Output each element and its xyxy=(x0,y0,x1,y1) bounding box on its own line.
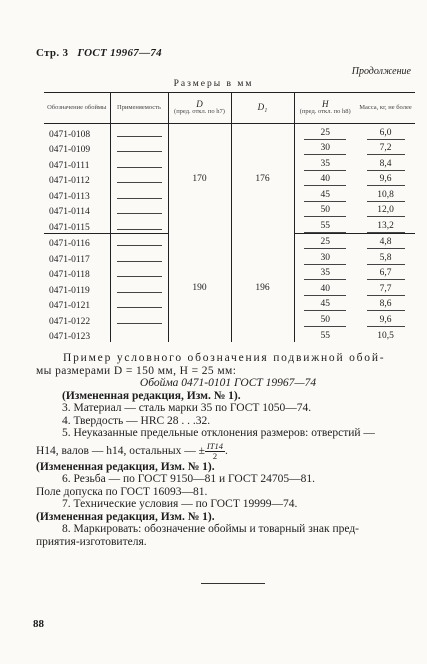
cell-h: 40 xyxy=(294,171,356,187)
cell-h: 30 xyxy=(294,140,356,156)
cell-usage xyxy=(110,249,168,265)
item-3: 3. Материал — сталь марки 35 по ГОСТ 1050—74. xyxy=(62,402,312,414)
cell-mass: 5,8 xyxy=(356,249,415,265)
item-5-line-1: 5. Неуказанные предельные отклонения размеров: отверстий — xyxy=(62,427,375,439)
cell-usage xyxy=(110,140,168,156)
cell-code: 0471-0108 xyxy=(49,129,91,140)
item-5-line-2: H14, валов — h14, остальных — ± $\frac{IT14}{2}$ . xyxy=(36,440,228,461)
cell-code: 0471-0113 xyxy=(49,191,90,202)
item-6-line-2: Поле допуска по ГОСТ 16093—81. xyxy=(36,485,208,498)
col-header-code: Обозначение обоймы xyxy=(44,93,110,124)
cell-h: 35 xyxy=(294,265,356,281)
cell-mass: 8,4 xyxy=(356,155,415,171)
continuation-label: Продолжение xyxy=(351,66,411,77)
col-header-d1: D₁ xyxy=(231,93,294,124)
item-6-line-1: 6. Резьба — по ГОСТ 9150—81 и ГОСТ 24705—81. xyxy=(62,473,316,485)
cell-usage xyxy=(110,155,168,171)
cell-mass: 6,7 xyxy=(356,265,415,281)
page-number: 88 xyxy=(33,618,44,630)
cell-code: 0471-0118 xyxy=(49,270,90,280)
cell-usage xyxy=(110,186,168,202)
cell-usage xyxy=(110,217,168,233)
table-body xyxy=(44,124,415,343)
cell-usage xyxy=(110,265,168,281)
cell-code: 0471-0115 xyxy=(44,217,110,233)
cell-h: 30 xyxy=(294,249,356,265)
item-8-line-2: приятия-изготовителя. xyxy=(36,535,147,548)
cell-code: 0471-0122 xyxy=(49,316,91,327)
cell-d1: 196 xyxy=(231,233,294,342)
cell-usage xyxy=(110,280,168,296)
cell-mass: 6,0 xyxy=(356,124,415,140)
cell-h: 45 xyxy=(294,296,356,312)
cell-h: 50 xyxy=(294,202,356,218)
cell-mass: 4,8 xyxy=(356,233,415,249)
dimensions-table xyxy=(44,92,415,342)
cell-usage xyxy=(110,202,168,218)
col-header-d: D (пред. откл. по h7) xyxy=(168,93,231,124)
cell-mass: 10,5 xyxy=(377,331,394,341)
cell-h: 50 xyxy=(294,311,356,327)
table-header-row xyxy=(44,93,415,124)
standard-number: ГОСТ 19967—74 xyxy=(77,47,162,59)
page-label: Стр. 3 xyxy=(36,47,69,59)
cell-code: 0471-0117 xyxy=(49,254,90,265)
cell-code: 0471-0121 xyxy=(49,301,91,311)
page-header xyxy=(36,47,162,59)
table-row xyxy=(44,233,415,249)
example-line-2: мы размерами D = 150 мм, H = 25 мм: xyxy=(36,364,237,377)
example-line-1: Пример условного обозначения подвижной обой- xyxy=(63,352,386,364)
cell-mass: 9,6 xyxy=(356,171,415,187)
cell-mass: 7,2 xyxy=(356,140,415,156)
cell-d1: 176 xyxy=(231,124,294,234)
tolerance-fraction: $\frac{IT14}{2}$ xyxy=(206,440,223,461)
cell-mass: 13,2 xyxy=(356,217,415,233)
closing-rule xyxy=(201,583,265,584)
cell-usage xyxy=(110,171,168,187)
item-7: 7. Технические условия — по ГОСТ 19999—74. xyxy=(62,498,298,510)
edit-note-1: (Измененная редакция, Изм. № 1). xyxy=(62,389,241,402)
cell-code: 0471-0116 xyxy=(49,239,90,249)
body-text xyxy=(36,352,420,548)
cell-d: 190 xyxy=(168,233,231,342)
cell-usage xyxy=(110,124,168,140)
col-header-mass: Масса, кг, не более xyxy=(356,93,415,124)
designation-example: Обойма 0471-0101 ГОСТ 19967—74 xyxy=(139,377,317,389)
cell-h: 55 xyxy=(294,217,356,233)
cell-code: 0471-0114 xyxy=(49,207,90,217)
cell-usage xyxy=(110,327,168,343)
cell-h: 35 xyxy=(294,155,356,171)
edit-note-3: (Измененная редакция, Изм. № 1). xyxy=(36,510,215,523)
cell-code: 0471-0123 xyxy=(49,332,91,342)
col-header-h: H (пред. откл. по h8) xyxy=(294,93,356,124)
item-8-line-1: 8. Маркировать: обозначение обоймы и товарный знак пред- xyxy=(62,523,359,535)
cell-mass: 9,6 xyxy=(356,311,415,327)
edit-note-2: (Измененная редакция, Изм. № 1). xyxy=(36,460,215,473)
cell-usage xyxy=(110,311,168,327)
cell-d: 170 xyxy=(168,124,231,234)
cell-mass: 10,8 xyxy=(356,186,415,202)
table-row xyxy=(44,124,415,140)
cell-h: 25 xyxy=(294,124,356,140)
item-4: 4. Твердость — HRC 28 . . .32. xyxy=(62,414,211,427)
cell-h: 40 xyxy=(294,280,356,296)
cell-code: 0471-0119 xyxy=(49,285,90,296)
cell-code: 0471-0112 xyxy=(49,176,90,186)
cell-mass: 8,6 xyxy=(356,296,415,312)
cell-mass: 12,0 xyxy=(356,202,415,218)
cell-h: 25 xyxy=(294,233,356,249)
cell-code: 0471-0111 xyxy=(49,160,90,171)
col-header-usage: Применяемость xyxy=(110,93,168,124)
cell-h: 45 xyxy=(294,186,356,202)
units-caption: Размеры в мм xyxy=(173,79,254,89)
cell-mass: 7,7 xyxy=(356,280,415,296)
cell-usage xyxy=(110,296,168,312)
cell-code: 0471-0109 xyxy=(49,145,91,155)
cell-usage xyxy=(110,233,168,249)
cell-h: 55 xyxy=(320,331,330,341)
